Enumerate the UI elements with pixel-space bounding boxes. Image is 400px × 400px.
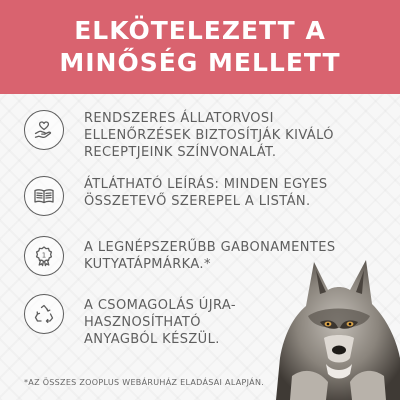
recycle-icon [24,294,64,334]
feature-line: HASZNOSÍTHATÓ [84,315,201,330]
page-title [59,15,340,79]
feature-line: RENDSZERES ÁLLATORVOSI [84,111,274,126]
open-book-icon [24,176,64,216]
feature-line: ÁTLÁTHATÓ LEÍRÁS: MINDEN EGYES [84,177,328,192]
heart-hand-icon [24,110,64,150]
feature-line: KUTYATÁPMÁRKA.* [84,257,211,272]
feature-line: A LEGNÉPSZERŰBB GABONAMENTES [84,240,336,255]
wolf-dog-photo [276,246,400,400]
title-line-2: MINŐSÉG MELLETT [59,48,341,77]
feature-line: ÖSSZETEVŐ SZEREPEL A LISTÁN. [84,194,311,209]
medal-number-1-icon [24,236,64,276]
feature-transparent-label [24,176,384,216]
feature-line: ANYAGBÓL KÉSZÜL. [84,332,220,347]
feature-line: RECEPTJEINK SZÍNVONALÁT. [84,145,277,160]
feature-text [84,110,334,161]
feature-line: ELLENŐRZÉSEK BIZTOSÍTJÁK KIVÁLÓ [84,128,334,143]
feature-text [84,297,236,348]
footnote: *AZ ÖSSZES ZOOPLUS WEBÁRUHÁZ ELADÁSAI ALAPJÁN. [24,378,265,387]
header-banner [0,0,400,94]
feature-line: A CSOMAGOLÁS ÚJRA- [84,298,236,313]
title-line-1: ELKÖTELEZETT A [74,16,326,45]
feature-vet-checks [24,110,384,161]
feature-text [84,176,328,210]
medal-number: 1 [41,251,47,260]
